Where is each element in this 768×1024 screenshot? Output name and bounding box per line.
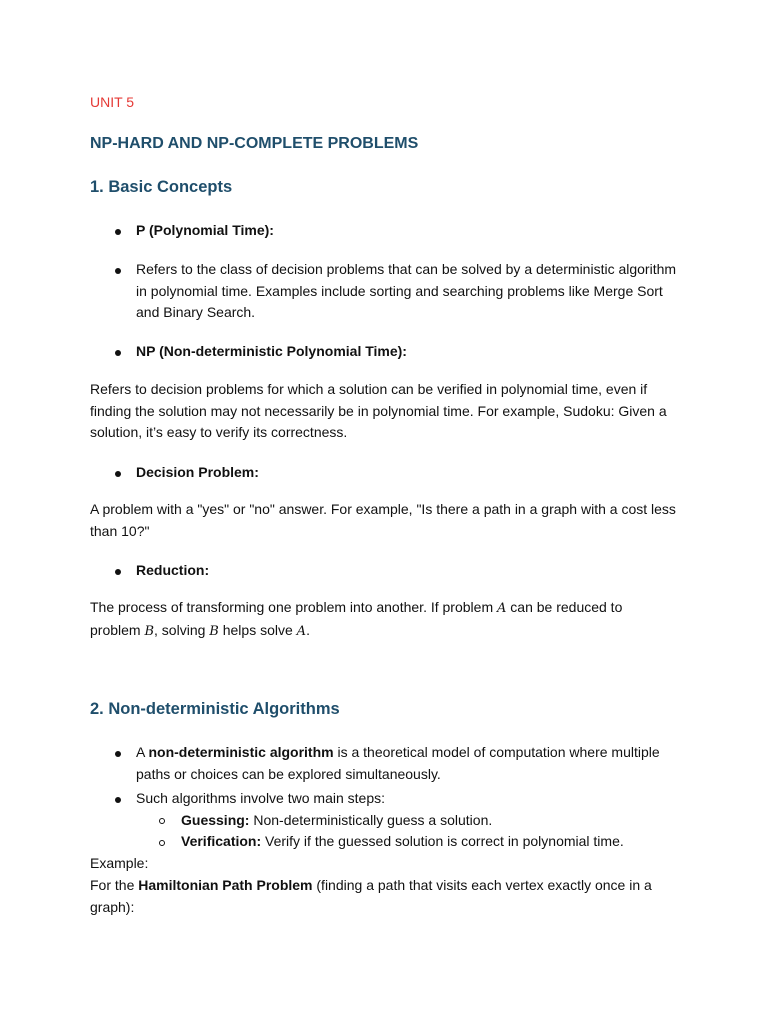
example-problem-name: Hamiltonian Path Problem: [138, 877, 313, 893]
document-title: NP-HARD AND NP-COMPLETE PROBLEMS: [90, 135, 419, 152]
nda-definition: [136, 742, 666, 785]
variable-b: B: [144, 623, 155, 639]
decision-term: Decision Problem:: [136, 464, 259, 480]
reduction-text: can be reduced to problem: [90, 599, 623, 638]
bullet-icon: [115, 797, 121, 803]
variable-a: A: [296, 623, 307, 639]
unit-label: UNIT 5: [90, 94, 135, 110]
np-description: Refers to decision problems for which a solution can be verified in polynomial time, even if finding the solution may not necessarily be in polynomial time. For example, Sudoku: Given a solution, it’s easy to verify its correctness.: [90, 381, 667, 441]
reduction-text: helps solve: [218, 621, 297, 638]
bullet-icon: [115, 350, 121, 356]
np-term: NP (Non-deterministic Polynomial Time):: [136, 343, 407, 359]
sub-bullet-icon: [159, 818, 165, 824]
step-guessing: [181, 810, 492, 832]
example-text-part: (finding a path that visits each vertex exactly once in a graph):: [90, 877, 652, 915]
bullet-icon: [115, 569, 121, 575]
bullet-icon: [115, 471, 121, 477]
example-text: [90, 875, 685, 918]
section-1-heading: 1. Basic Concepts: [90, 178, 233, 196]
reduction-text: .: [306, 621, 310, 638]
section-2-heading: 2. Non-deterministic Algorithms: [90, 700, 340, 718]
p-term: P (Polynomial Time):: [136, 222, 274, 238]
variable-a: A: [497, 601, 507, 616]
nda-steps-intro: Such algorithms involve two main steps:: [136, 790, 385, 806]
step-guessing-text: Non-deterministically guess a solution.: [249, 812, 493, 828]
variable-b: B: [209, 623, 219, 639]
step-verification-text: Verify if the guessed solution is correct in polynomial time.: [261, 833, 624, 849]
nda-text: A: [136, 744, 149, 760]
step-verification: [181, 831, 624, 853]
bullet-icon: [115, 268, 121, 274]
example-text-part: For the: [90, 877, 139, 893]
reduction-description: [90, 597, 670, 642]
decision-description: A problem with a "yes" or "no" answer. For example, "Is there a path in a graph with a cost less than 10?": [90, 501, 676, 539]
reduction-text: The process of transforming one problem into another. If problem: [90, 599, 497, 615]
nda-term: non-deterministic algorithm: [148, 744, 334, 760]
bullet-icon: [115, 229, 121, 235]
step-guessing-term: Guessing:: [181, 812, 250, 828]
reduction-text: , solving: [154, 621, 210, 638]
bullet-icon: [115, 751, 121, 757]
reduction-term: Reduction:: [136, 562, 210, 578]
p-description: Refers to the class of decision problems that can be solved by a deterministic algorithm in polynomial time. Examples include sorting and searching problems like Merge Sort and Binary Search.: [136, 261, 677, 321]
sub-bullet-icon: [159, 840, 165, 846]
nda-text: is a theoretical model of computation where multiple paths or choices can be explored simultaneously.: [136, 744, 660, 782]
step-verification-term: Verification:: [181, 833, 262, 849]
example-label: Example:: [90, 855, 149, 871]
